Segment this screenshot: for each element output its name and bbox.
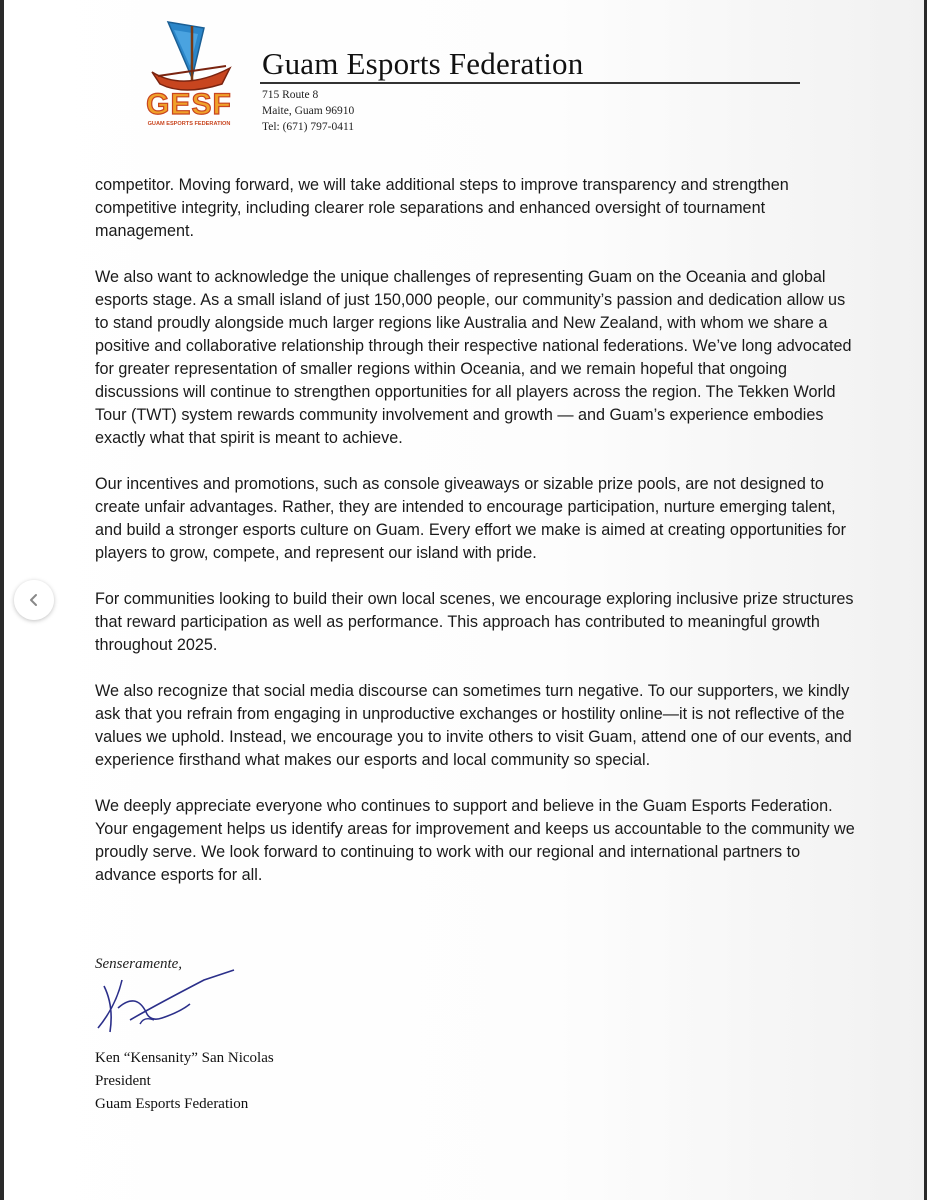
- org-name: Guam Esports Federation: [262, 46, 584, 81]
- letter-page: [4, 0, 924, 1200]
- letter-body: [95, 174, 855, 910]
- signer-title: President: [95, 1073, 151, 1089]
- logo-subtext: GUAM ESPORTS FEDERATION: [147, 121, 231, 127]
- signer-org: Guam Esports Federation: [95, 1096, 249, 1112]
- address-block: [262, 87, 354, 135]
- address-phone: Tel: (671) 797-0411: [262, 121, 355, 133]
- signer-name: Ken “Kensanity” San Nicolas: [95, 1050, 274, 1066]
- address-street: 715 Route 8: [262, 89, 319, 101]
- body-paragraph: We deeply appreciate everyone who continues to support and believe in the Guam Esports Federation. Your engagement helps us identify areas for improvement and keeps us accountable to the community we proudly serve. We look forward to continuing to work with our regional and international partners to advance esports for all.: [95, 797, 855, 884]
- previous-page-button[interactable]: [14, 580, 54, 620]
- header-divider: [260, 82, 800, 84]
- chevron-left-icon: [27, 593, 41, 607]
- handwritten-signature: [84, 962, 254, 1042]
- signer-block: [95, 1047, 274, 1116]
- logo-wordmark: GESF: [146, 88, 232, 121]
- body-paragraph: We also recognize that social media discourse can sometimes turn negative. To our supporters, we kindly ask that you refrain from engaging in unproductive exchanges or hostility online—it is not reflective of the values we uphold. Instead, we encourage you to invite others to visit Guam, attend one of our events, and experience firsthand what makes our esports and local community so special.: [95, 682, 852, 769]
- closing-salutation: Senseramente,: [95, 956, 183, 972]
- address-city: Maite, Guam 96910: [262, 105, 355, 117]
- body-paragraph: For communities looking to build their own local scenes, we encourage exploring inclusive prize structures that reward participation as well as performance. This approach has contributed to meaningful growth throughout 2025.: [95, 590, 854, 654]
- body-paragraph: Our incentives and promotions, such as console giveaways or sizable prize pools, are not designed to create unfair advantages. Rather, they are intended to encourage participation, nurture emerging talent, and build a stronger esports culture on Guam. Every effort we make is aimed at creating opportunities for players to grow, compete, and represent our island with pride.: [95, 475, 847, 562]
- body-paragraph: competitor. Moving forward, we will take additional steps to improve transparency and strengthen competitive integrity, including clearer role separations and enhanced oversight of tournament management.: [95, 176, 789, 240]
- gesf-logo: [134, 18, 244, 130]
- body-paragraph: We also want to acknowledge the unique challenges of representing Guam on the Oceania and global esports stage. As a small island of just 150,000 people, our community’s passion and dedication allow us to stand proudly alongside much larger regions like Australia and New Zealand, with whom we share a positive and collaborative relationship through their respective national federations. We’ve long advocated for greater representation of smaller regions within Oceania, and we remain hopeful that ongoing discussions will continue to strengthen opportunities for all players across the region. The Tekken World Tour (TWT) system rewards community involvement and growth — and Guam’s experience embodies exactly what that spirit is meant to achieve.: [95, 268, 852, 447]
